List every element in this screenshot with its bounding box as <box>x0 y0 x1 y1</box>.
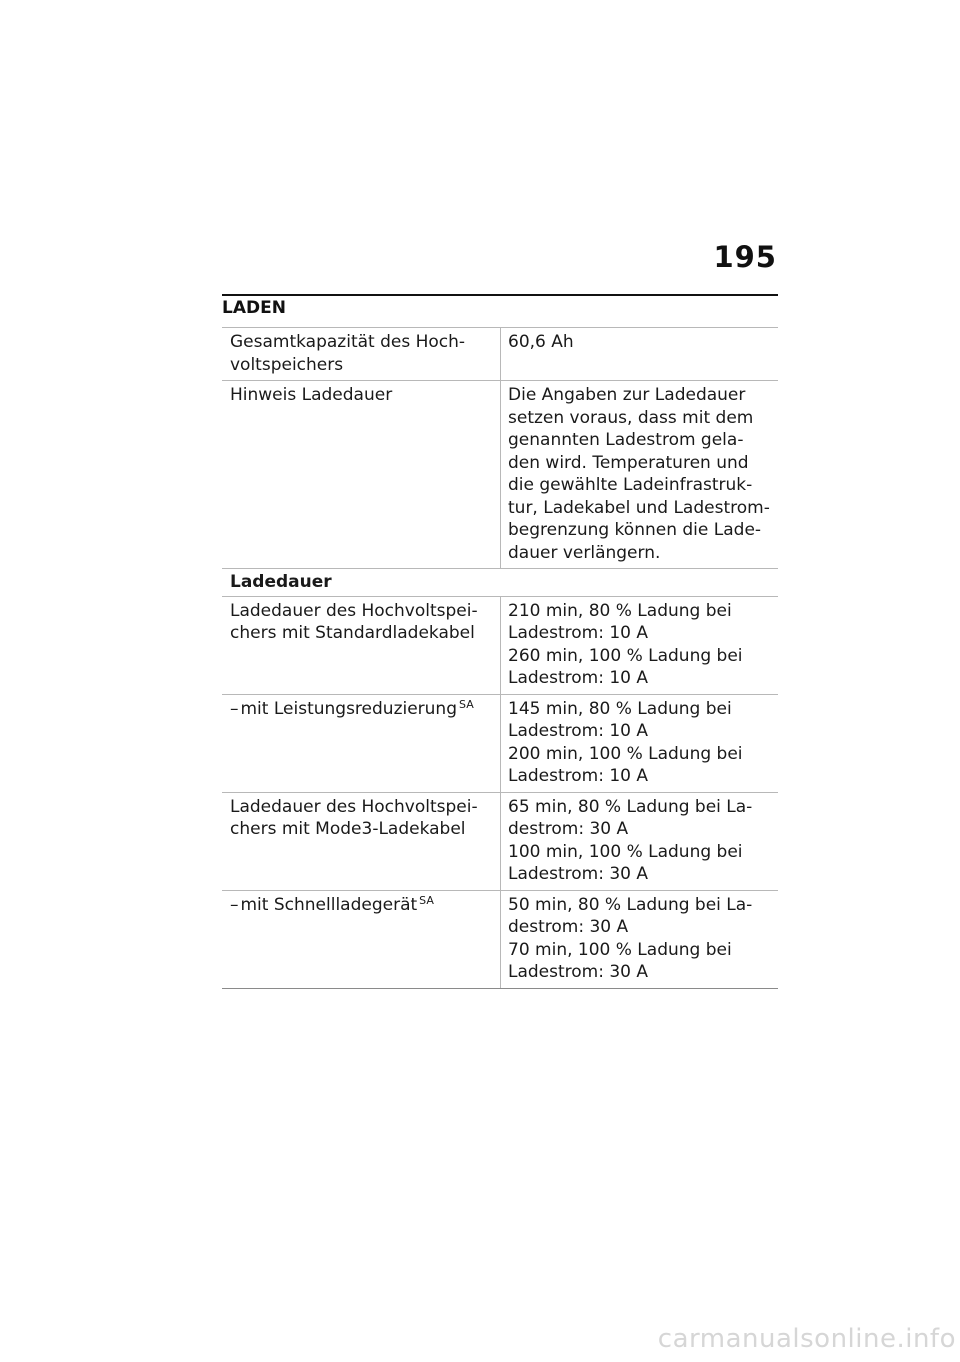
row-value-text: 210 min, 80 % Ladung bei Ladestrom: 10 A 260 min, 100 % Ladung bei Ladestrom: 10 A <box>508 600 743 688</box>
dash-prefix: – <box>230 894 239 915</box>
row-label-text: Gesamtkapazität des Hoch- voltspeichers <box>230 332 466 375</box>
row-value <box>501 381 779 569</box>
row-value <box>501 328 779 381</box>
section-rule <box>222 294 778 296</box>
page-number: 195 <box>713 240 777 274</box>
row-value-text: 50 min, 80 % Ladung bei La- destrom: 30 A 70 min, 100 % Ladung bei Ladestrom: 30 A <box>508 894 753 982</box>
dash-prefix: – <box>230 698 239 719</box>
section-title: LADEN <box>222 298 286 318</box>
row-label <box>222 890 501 988</box>
row-value-text: 60,6 Ah <box>508 332 574 352</box>
row-label <box>222 596 501 694</box>
table-row <box>222 381 778 569</box>
table-row <box>222 890 778 988</box>
row-value-text: 65 min, 80 % Ladung bei La- destrom: 30 A 100 min, 100 % Ladung bei Ladestrom: 30 A <box>508 796 753 884</box>
row-label <box>222 328 501 381</box>
row-label <box>222 381 501 569</box>
row-label-text: Hinweis Ladedauer <box>230 385 393 405</box>
row-label <box>222 694 501 792</box>
spec-table <box>222 327 778 989</box>
sa-superscript: SA <box>419 893 434 907</box>
row-value <box>501 792 779 890</box>
row-value-text: Die Angaben zur Ladedauer setzen voraus, dass mit dem genannten Ladestrom gela- den wird. Temperaturen und die gewählte Ladeinfrastruk- tur, Ladekabel und Ladestrom- begrenzung können die Lade- dauer verlängern. <box>508 385 770 563</box>
row-value <box>501 694 779 792</box>
row-label-text: mit Schnellladegerät <box>240 894 418 915</box>
table-row <box>222 328 778 381</box>
row-label <box>222 792 501 890</box>
sa-superscript: SA <box>459 697 474 711</box>
row-value <box>501 890 779 988</box>
table-row <box>222 792 778 890</box>
table-row <box>222 596 778 694</box>
row-value-text: 145 min, 80 % Ladung bei Ladestrom: 10 A 200 min, 100 % Ladung bei Ladestrom: 10 A <box>508 698 743 786</box>
row-label-text: mit Leistungsreduzierung <box>240 698 458 719</box>
table-row <box>222 694 778 792</box>
subheading: Ladedauer <box>222 569 778 597</box>
watermark: carmanualsonline.info <box>657 1324 956 1354</box>
row-label-text: Ladedauer des Hochvoltspei- chers mit Standardladekabel <box>230 600 478 643</box>
row-value <box>501 596 779 694</box>
row-label-text: Ladedauer des Hochvoltspei- chers mit Mode3-Ladekabel <box>230 796 478 839</box>
subheading-row <box>222 569 778 597</box>
